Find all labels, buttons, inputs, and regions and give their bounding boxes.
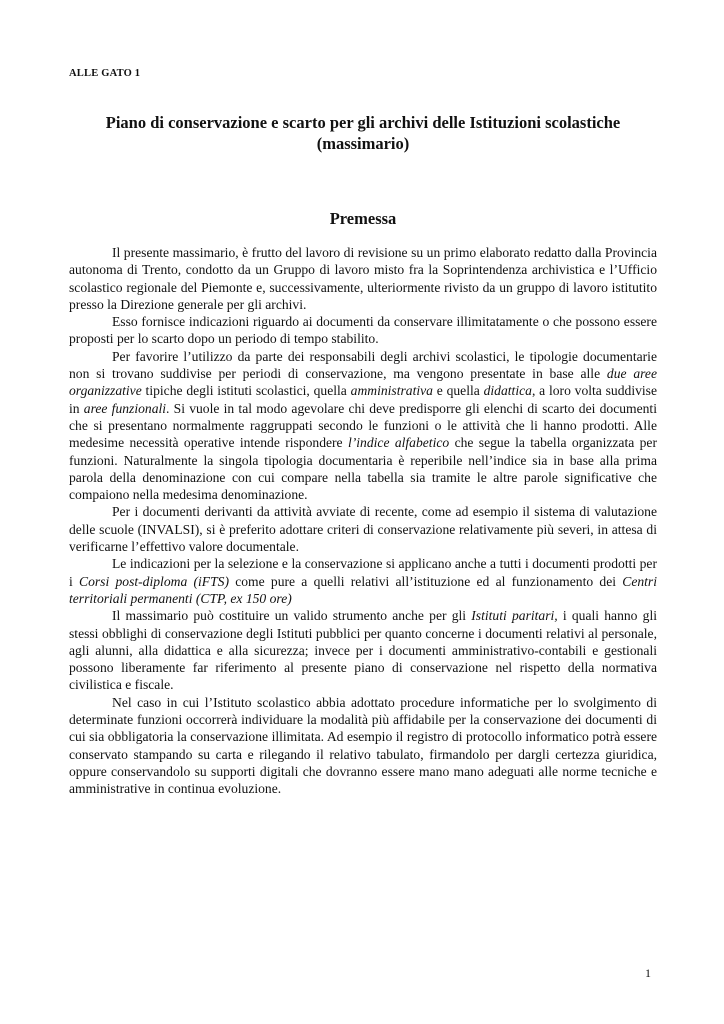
paragraph-5-text: come pure a quelli relativi all’istituzione ed al funzionamento dei [228, 573, 623, 589]
paragraph-3-italic: due aree organizzative [69, 366, 657, 399]
paragraph-3-text: e quella [432, 383, 484, 399]
paragraph-7: Nel caso in cui l’Istituto scolastico abbia adottato procedure informatiche per lo svolgimento di determinate funzioni occorrerà individuare la modalità più affidabile per la conservazione dei documenti di cui sia obbligatoria la conservazione illimitata. Ad esempio il registro di protocollo informatico potrà essere conservato stampando su carta e rilegando il relativo tabulato, firmandolo per dargli certezza giuridica, oppure conservandolo su supporti digitali che dovranno essere mano mano adeguati alle norme tecniche e amministrative in continua evoluzione. [69, 694, 657, 797]
paragraph-3-text: tipiche degli istituti scolastici, quella [141, 383, 351, 399]
document-title-line-2: (massimario) [316, 134, 410, 153]
document-title-line-1: Piano di conservazione e scarto per gli archivi delle Istituzioni scolastiche [105, 113, 621, 132]
paragraph-3-text: . Si vuole in tal modo agevolare chi deve predisporre gli elenchi di scarto dei documenti che si presentano normalmente raggruppati secondo le funzioni o le attività che li hanno prodotti. Alle medesime necessità operative intende rispondere [69, 400, 657, 451]
paragraph-3-italic: didattica [483, 383, 532, 399]
paragraph-5-italic: Corsi post-diploma (iFTS) [79, 573, 229, 589]
paragraph-3-text: che segue la tabella organizzata per funzioni. Naturalmente la singola tipologia documentaria è reperibile nell’indice sia in base alla prima parola della denominazione con cui compare nella tabella sia tramite le altre parole significative che compaiono nella medesima denominazione. [69, 435, 657, 503]
paragraph-5 [69, 555, 657, 607]
paragraph-3-italic: aree funzionali [83, 400, 167, 416]
section-heading-premessa: Premessa [329, 209, 397, 228]
paragraph-5-text: Le indicazioni per la selezione e la conservazione si applicano anche a tutti i documenti prodotti per i [69, 556, 657, 589]
attachment-label: ALLE GATO 1 [69, 68, 141, 79]
paragraph-3-italic: amministrativa [350, 383, 433, 399]
paragraph-3 [69, 348, 657, 504]
document-title [69, 112, 657, 154]
paragraph-2: Esso fornisce indicazioni riguardo ai documenti da conservare illimitatamente o che possono essere proposti per lo scarto dopo un periodo di tempo stabilito. [69, 314, 657, 347]
paragraph-4: Per i documenti derivanti da attività avviate di recente, come ad esempio il sistema di valutazione delle scuole (INVALSI), si è preferito adottare criteri di conservazione relativamente più severi, in attesa di verificarne l’effettivo valore documentale. [69, 504, 657, 555]
paragraph-6-text: Il massimario può costituire un valido strumento anche per gli [112, 608, 472, 624]
paragraph-3-italic: l’indice alfabetico [347, 435, 450, 451]
page-number: 1 [645, 966, 651, 980]
document-body [69, 244, 657, 798]
paragraph-3-text: , a loro volta suddivise in [69, 383, 657, 416]
paragraph-6-text: i quali hanno gli stessi obblighi di conservazione degli Istituti pubblici per quanto concerne i documenti relativi al personale, agli alunni, alla didattica e alla sicurezza; invece per i documenti amministrativo-contabili e gestionali possono liberamente far riferimento al presente piano di conservazione nel rispetto della normativa civilistica e fiscale. [69, 608, 658, 693]
paragraph-1: Il presente massimario, è frutto del lavoro di revisione su un primo elaborato redatto dalla Provincia autonoma di Trento, condotto da un Gruppo di lavoro misto fra la Soprintendenza archivistica e l’Ufficio scolastico regionale del Piemonte e, successivamente, ulteriormente rivisto da un gruppo di lavoro istitutito presso la Direzione generale per gli archivi. [69, 245, 657, 312]
paragraph-6 [69, 607, 657, 693]
paragraph-6-italic: Istituti paritari, [471, 608, 558, 624]
paragraph-5-italic: Centri territoriali permanenti (CTP, ex 150 ore) [69, 573, 657, 606]
paragraph-3-text: Per favorire l’utilizzo da parte dei responsabili degli archivi scolastici, le tipologie documentarie non si trovano suddivise per periodi di conservazione, ma vengono presentate in base alle [69, 348, 657, 382]
